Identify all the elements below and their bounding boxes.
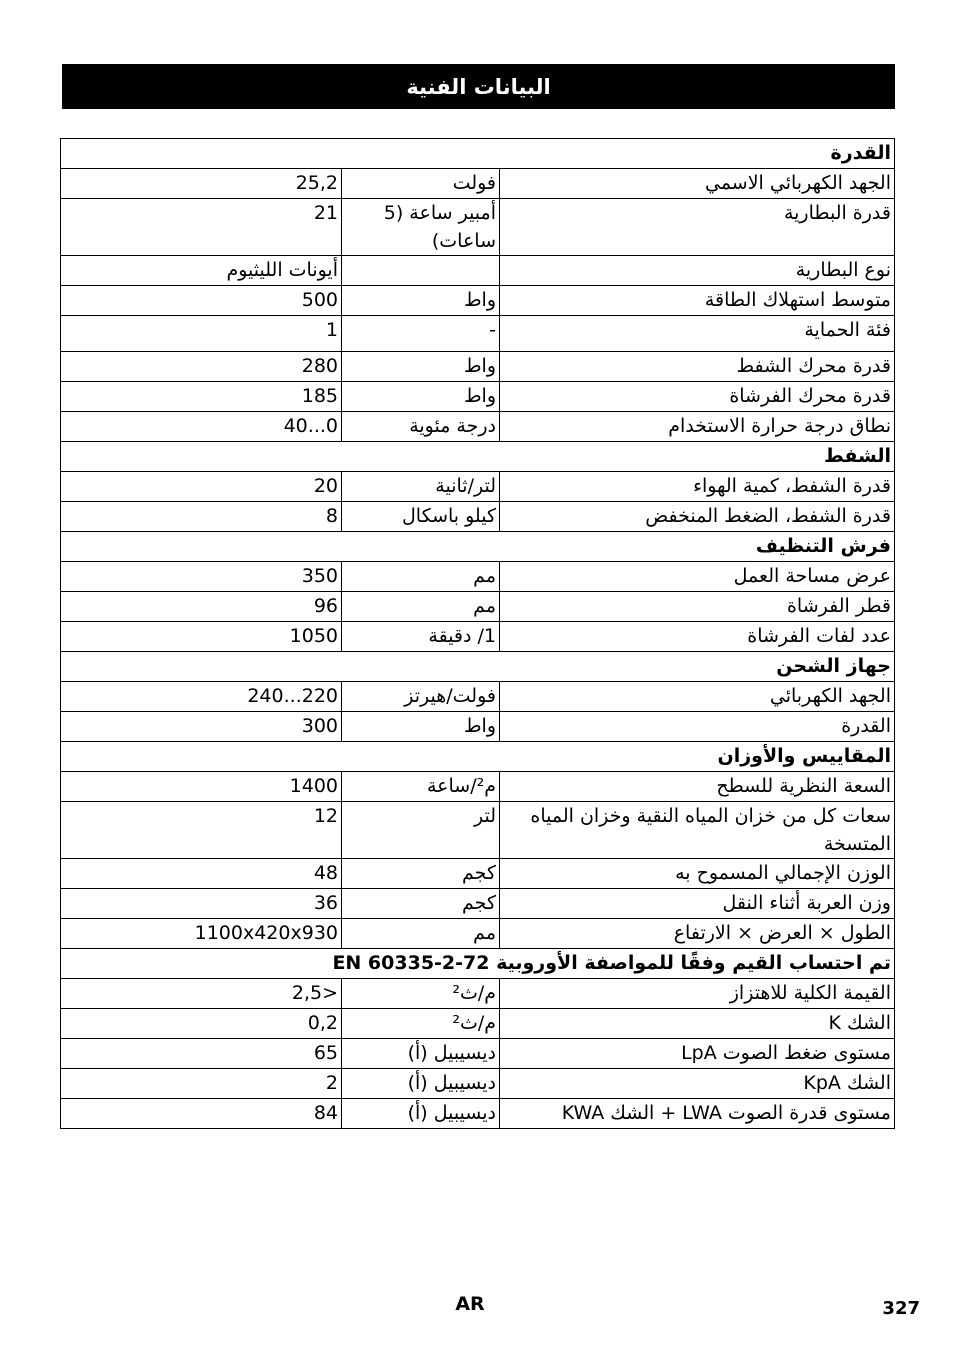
spec-value: 220...240 xyxy=(61,682,342,712)
spec-parameter: وزن العربة أثناء النقل xyxy=(500,889,895,919)
section-title: المقاييس والأوزان xyxy=(61,742,895,772)
section-header-row xyxy=(61,532,895,562)
spec-value: 1 xyxy=(61,316,342,352)
spec-parameter: مستوى قدرة الصوت LWA + الشك KWA xyxy=(500,1099,895,1129)
section-header-row xyxy=(61,442,895,472)
spec-unit: م/ث² xyxy=(342,979,500,1009)
spec-value: 84 xyxy=(61,1099,342,1129)
spec-unit: واط xyxy=(342,352,500,382)
spec-parameter: سعات كل من خزان المياه النقية وخزان المياه المتسخة xyxy=(500,802,895,859)
section-title: القدرة xyxy=(61,139,895,169)
spec-parameter: مستوى ضغط الصوت LpA xyxy=(500,1039,895,1069)
spec-row xyxy=(61,859,895,889)
spec-parameter: الشك K xyxy=(500,1009,895,1039)
section-title: فرش التنظيف xyxy=(61,532,895,562)
spec-unit: كجم xyxy=(342,889,500,919)
spec-unit: ديسيبيل (أ) xyxy=(342,1099,500,1129)
spec-row xyxy=(61,979,895,1009)
spec-row xyxy=(61,502,895,532)
spec-row xyxy=(61,682,895,712)
spec-row xyxy=(61,622,895,652)
spec-parameter: فئة الحماية xyxy=(500,316,895,352)
spec-parameter: قدرة محرك الشفط xyxy=(500,352,895,382)
spec-unit: لتر/ثانية xyxy=(342,472,500,502)
spec-value: 12 xyxy=(61,802,342,859)
spec-parameter: الجهد الكهربائي الاسمي xyxy=(500,169,895,199)
language-code: AR xyxy=(455,1293,485,1315)
spec-value: 21 xyxy=(61,199,342,256)
spec-row xyxy=(61,382,895,412)
spec-row xyxy=(61,1009,895,1039)
spec-value: أيونات الليثيوم xyxy=(61,256,342,286)
spec-unit: واط xyxy=(342,286,500,316)
spec-value: 300 xyxy=(61,712,342,742)
spec-unit: ديسيبيل (أ) xyxy=(342,1039,500,1069)
spec-value: <2,5 xyxy=(61,979,342,1009)
spec-parameter: متوسط استهلاك الطاقة xyxy=(500,286,895,316)
section-title: جهاز الشحن xyxy=(61,652,895,682)
spec-row xyxy=(61,802,895,859)
spec-row xyxy=(61,412,895,442)
spec-value: 48 xyxy=(61,859,342,889)
spec-unit: فولت xyxy=(342,169,500,199)
spec-parameter: قدرة الشفط، الضغط المنخفض xyxy=(500,502,895,532)
section-title: تم احتساب القيم وفقًا للمواصفة الأوروبية EN 60335-2-72 xyxy=(61,949,895,979)
spec-unit xyxy=(342,256,500,286)
section-header-row xyxy=(61,949,895,979)
spec-parameter: القيمة الكلية للاهتزاز xyxy=(500,979,895,1009)
spec-unit: مم xyxy=(342,592,500,622)
spec-parameter: قدرة الشفط، كمية الهواء xyxy=(500,472,895,502)
section-title: الشفط xyxy=(61,442,895,472)
spec-unit: مم xyxy=(342,919,500,949)
spec-value: 36 xyxy=(61,889,342,919)
spec-unit: لتر xyxy=(342,802,500,859)
section-header-row xyxy=(61,139,895,169)
spec-unit: ديسيبيل (أ) xyxy=(342,1069,500,1099)
spec-value: 96 xyxy=(61,592,342,622)
spec-value: 25,2 xyxy=(61,169,342,199)
spec-unit: كيلو باسكال xyxy=(342,502,500,532)
spec-unit: م/ث² xyxy=(342,1009,500,1039)
spec-unit: واط xyxy=(342,712,500,742)
spec-row xyxy=(61,286,895,316)
spec-parameter: القدرة xyxy=(500,712,895,742)
section-header-row xyxy=(61,742,895,772)
spec-value: 1050 xyxy=(61,622,342,652)
spec-row xyxy=(61,1039,895,1069)
spec-unit: درجة مئوية xyxy=(342,412,500,442)
spec-value: 20 xyxy=(61,472,342,502)
footer-language-code xyxy=(440,1293,500,1315)
page-number: 327 xyxy=(882,1298,920,1319)
spec-unit: 1/ دقيقة xyxy=(342,622,500,652)
spec-parameter: نطاق درجة حرارة الاستخدام xyxy=(500,412,895,442)
spec-unit: واط xyxy=(342,382,500,412)
spec-value: 2 xyxy=(61,1069,342,1099)
spec-row xyxy=(61,169,895,199)
spec-row xyxy=(61,919,895,949)
spec-row xyxy=(61,592,895,622)
spec-parameter: قدرة محرك الفرشاة xyxy=(500,382,895,412)
spec-unit: أمبير ساعة (5 ساعات) xyxy=(342,199,500,256)
spec-value: 0...40 xyxy=(61,412,342,442)
spec-value: 350 xyxy=(61,562,342,592)
spec-parameter: عدد لفات الفرشاة xyxy=(500,622,895,652)
spec-row xyxy=(61,256,895,286)
spec-parameter: نوع البطارية xyxy=(500,256,895,286)
section-header-row xyxy=(61,652,895,682)
spec-value: 0,2 xyxy=(61,1009,342,1039)
spec-unit: م²/ساعة xyxy=(342,772,500,802)
spec-parameter: الوزن الإجمالي المسموح به xyxy=(500,859,895,889)
spec-value: 280 xyxy=(61,352,342,382)
spec-unit: فولت/هيرتز xyxy=(342,682,500,712)
spec-row xyxy=(61,352,895,382)
spec-value: 1400 xyxy=(61,772,342,802)
spec-parameter: قدرة البطارية xyxy=(500,199,895,256)
technical-data-table xyxy=(60,138,895,1129)
spec-parameter: عرض مساحة العمل xyxy=(500,562,895,592)
spec-value: 8 xyxy=(61,502,342,532)
spec-row xyxy=(61,199,895,256)
spec-row xyxy=(61,316,895,352)
spec-unit: مم xyxy=(342,562,500,592)
spec-value: 1100x420x930 xyxy=(61,919,342,949)
spec-row xyxy=(61,562,895,592)
spec-value: 185 xyxy=(61,382,342,412)
spec-unit: - xyxy=(342,316,500,352)
page-title: البيانات الفنية xyxy=(62,64,895,109)
spec-parameter: السعة النظرية للسطح xyxy=(500,772,895,802)
spec-parameter: الجهد الكهربائي xyxy=(500,682,895,712)
spec-unit: كجم xyxy=(342,859,500,889)
spec-row xyxy=(61,712,895,742)
spec-parameter: الشك KpA xyxy=(500,1069,895,1099)
spec-parameter: الطول × العرض × الارتفاع xyxy=(500,919,895,949)
spec-row xyxy=(61,772,895,802)
spec-row xyxy=(61,1069,895,1099)
spec-value: 500 xyxy=(61,286,342,316)
technical-data-body xyxy=(61,139,895,1129)
spec-row xyxy=(61,472,895,502)
spec-row xyxy=(61,1099,895,1129)
spec-value: 65 xyxy=(61,1039,342,1069)
spec-row xyxy=(61,889,895,919)
spec-parameter: قطر الفرشاة xyxy=(500,592,895,622)
